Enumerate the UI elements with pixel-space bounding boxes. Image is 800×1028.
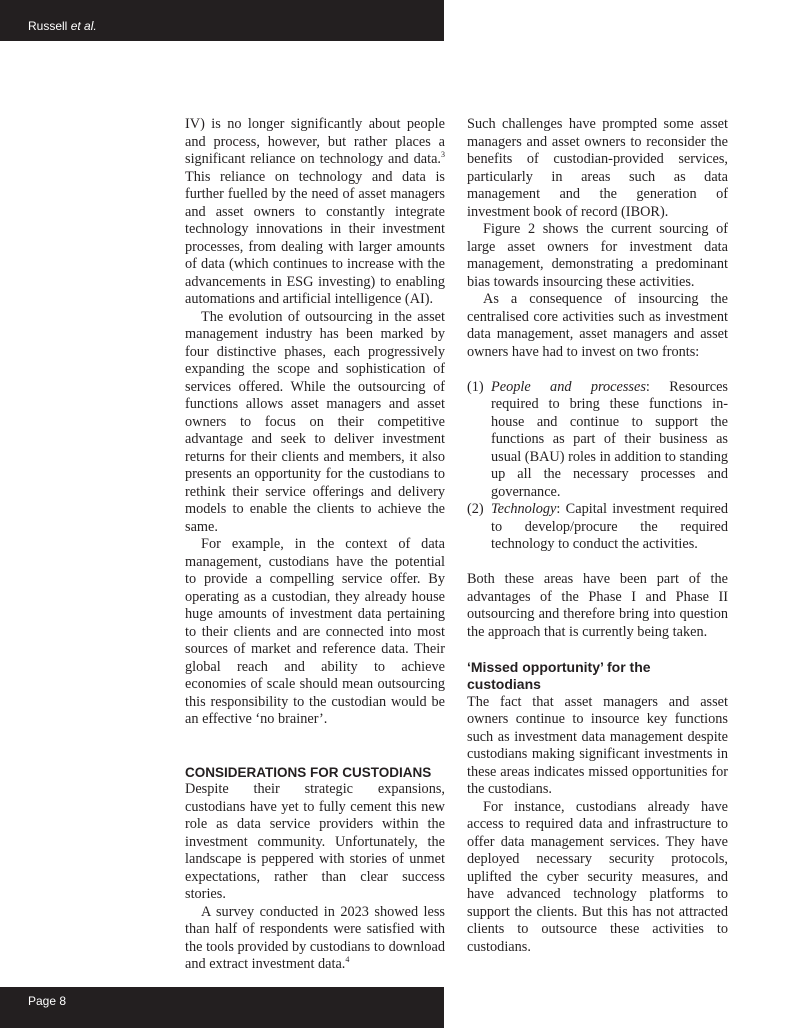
spacer xyxy=(185,729,445,764)
spacer xyxy=(467,554,728,572)
running-header-text xyxy=(28,19,97,33)
right-paragraph-3: As a consequence of insourcing the centralised core activities such as investment data management, asset managers and asset owners have had to invest on two fronts: xyxy=(467,291,728,360)
running-header xyxy=(0,0,444,41)
list-item-term: People and processes xyxy=(491,378,646,395)
section-heading-missed-opportunity: ‘Missed opportunity’ for the custodians xyxy=(467,658,651,692)
footnote-ref-3: 3 xyxy=(441,150,445,160)
list-item-text: : Capital investment required to develop/procure the required technology to conduct the activities. xyxy=(491,501,728,552)
list-item-term: Technology xyxy=(491,501,557,517)
header-author: Russell xyxy=(28,19,68,33)
list-item-number: (2) xyxy=(467,501,484,517)
right-paragraph-6: For instance, custodians already have access to required data and infrastructure to offer data management services. They have deployed necessary security protocols, uplifted the cyber security measures, and have advanced technology platforms to support the clients. But this has not attracted clients to outsource these activities to custodians. xyxy=(467,798,728,955)
footnote-ref-4: 4 xyxy=(345,955,350,965)
left-paragraph-1-text: IV) is no longer significantly about people and process, however, but rather places a significant reliance on technology and data. xyxy=(185,116,445,167)
numbered-list xyxy=(467,379,728,554)
left-paragraph-1 xyxy=(185,116,445,309)
spacer xyxy=(467,641,728,659)
left-column xyxy=(185,116,445,974)
right-paragraph-1: Such challenges have prompted some asset managers and asset owners to reconsider the benefits of custodian-provided services, particularly in areas such as data management and the generation of investment book of record (IBOR). xyxy=(467,116,728,220)
left-paragraph-5-text: A survey conducted in 2023 showed less than half of respondents were satisfied with the tools provided by custodians to download and extract investment data. xyxy=(185,903,445,972)
list-item-number: (1) xyxy=(467,378,484,395)
page-number: Page 8 xyxy=(28,994,67,1008)
list-item xyxy=(467,501,728,554)
left-paragraph-3: For example, in the context of data management, custodians have the potential to provide a compelling service offer. By operating as a custodian, they already house huge amounts of investment data pertaining to their clients and are connected into most sources of market and reference data. Their global reach and ability to achieve economies of scale should mean outsourcing this responsibility to the custodian would be an effective ‘no brainer’. xyxy=(185,536,445,727)
list-item-text: : Resources required to bring these functions in-house and continue to support the functions as part of their business as usual (BAU) roles in addition to standing up all the necessary processes and governance. xyxy=(491,378,728,500)
left-paragraph-5 xyxy=(185,904,445,974)
spacer xyxy=(467,361,728,379)
header-etal: et al. xyxy=(70,19,97,33)
list-item xyxy=(467,379,728,502)
left-paragraph-4: Despite their strategic expansions, custodians have yet to fully cement this new role as data service providers within the investment community. Unfortunately, the landscape is peppered with stories of unmet expectations, rather than clear success stories. xyxy=(185,781,445,902)
right-paragraph-4: Both these areas have been part of the advantages of the Phase I and Phase II outsourcing and therefore bring into question the approach that is currently being taken. xyxy=(467,571,728,640)
running-footer xyxy=(0,987,444,1028)
right-paragraph-5: The fact that asset managers and asset owners continue to insource key functions such as investment data management despite custodians making significant investments in these areas indicates missed opportunities for the custodians. xyxy=(467,693,728,797)
right-paragraph-2: Figure 2 shows the current sourcing of large asset owners for investment data management, demonstrating a predominant bias towards insourcing these activities. xyxy=(467,221,728,290)
right-column xyxy=(467,116,728,956)
left-paragraph-1-cont: This reliance on technology and data is further fuelled by the need of asset managers and asset owners to constantly integrate technology innovations in their investment processes, from dealing with larger amounts of data (which continues to increase with the advancements in ESG investing) to enabling automations and artificial intelligence (AI). xyxy=(185,168,445,307)
section-heading-considerations: CONSIDERATIONS FOR CUSTODIANS xyxy=(185,764,432,780)
left-paragraph-2: The evolution of outsourcing in the asset management industry has been marked by four distinctive phases, each progressively expanding the scope and sophistication of services offered. While the outsourcing of functions allows asset managers and asset owners to focus on their competitive advantage and seek to deliver investment returns for their clients and members, it also presents an opportunity for the custodians to rethink their service offerings and delivery models to enable the clients to achieve the same. xyxy=(185,308,445,535)
